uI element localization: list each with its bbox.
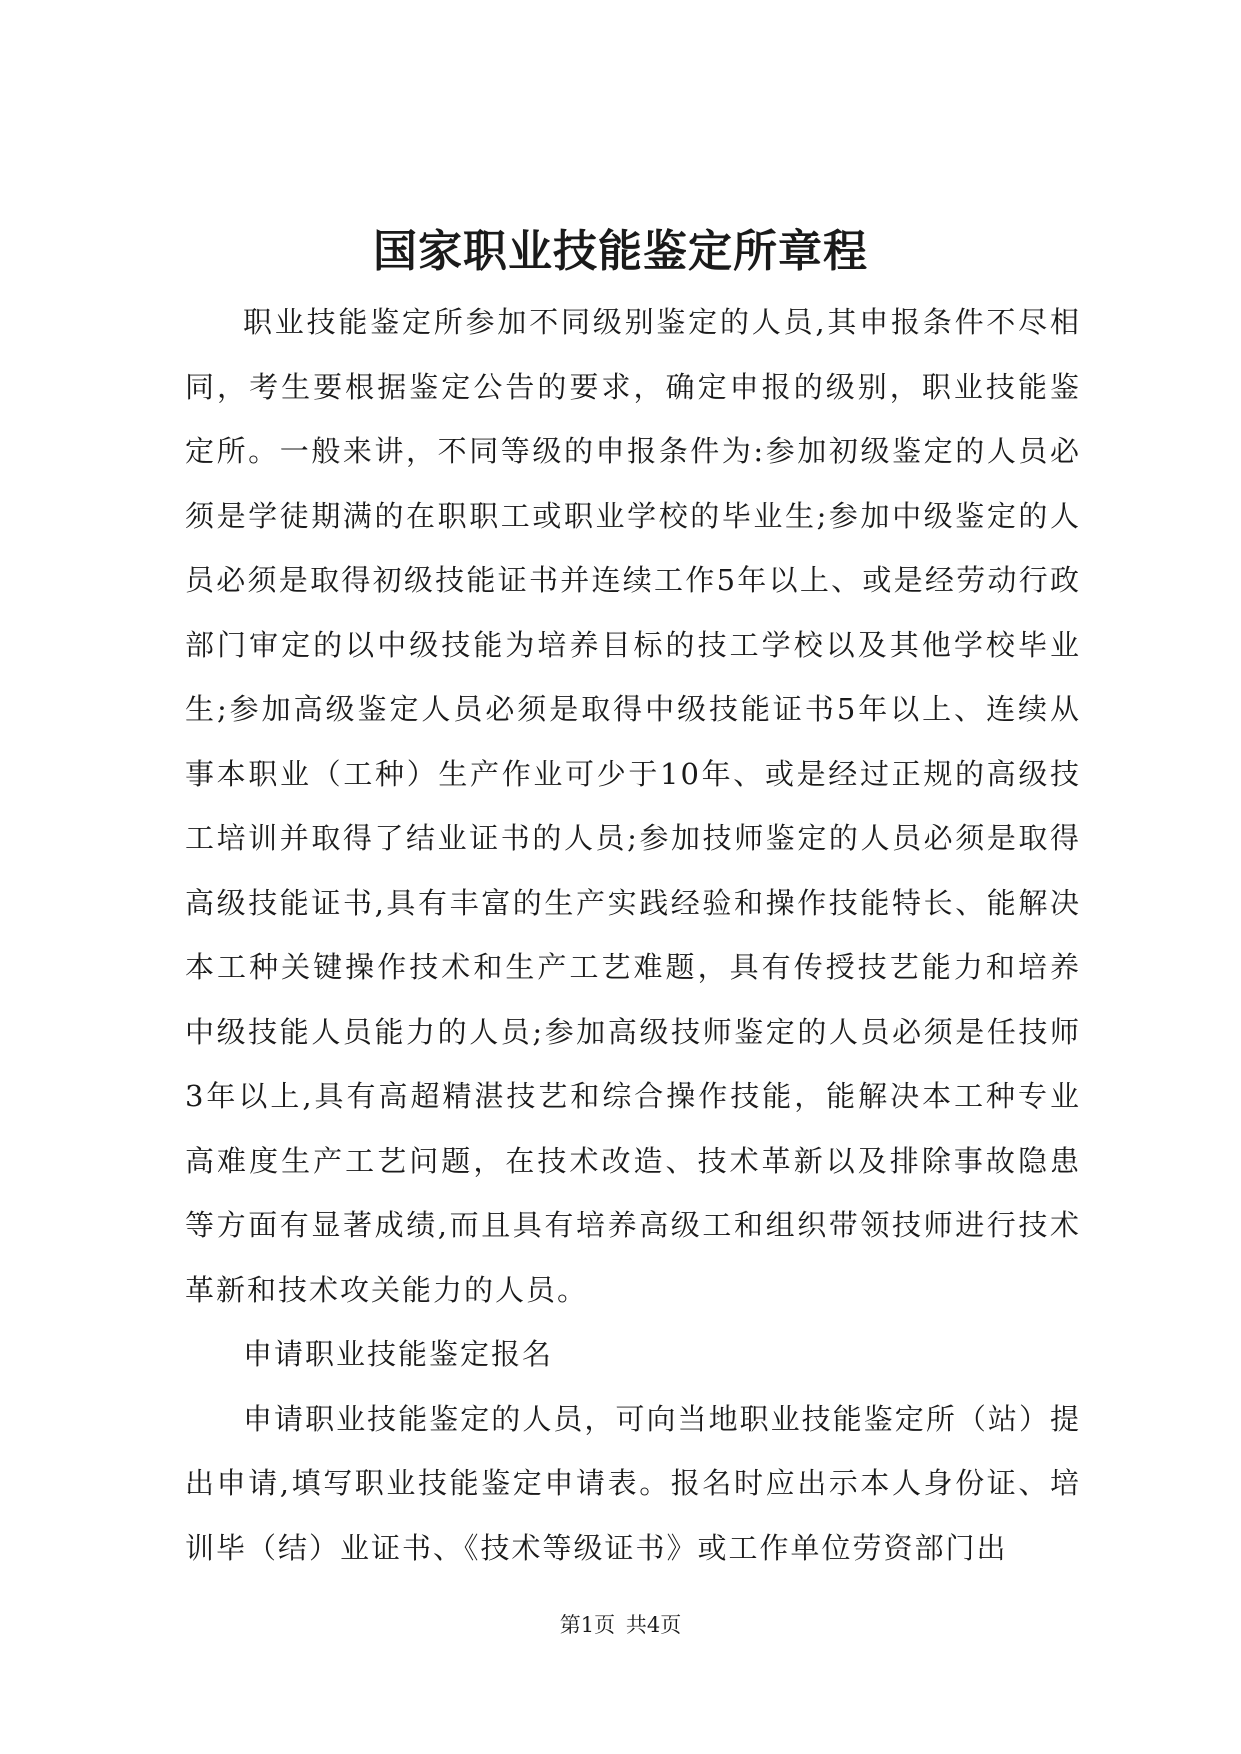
page-total: 共4页 [625,1613,682,1637]
document-title: 国家职业技能鉴定所章程 [373,226,868,277]
page-footer [0,1610,1241,1640]
paragraph-section-heading: 申请职业技能鉴定报名 [243,1337,554,1371]
document-body [185,290,1081,1580]
paragraph-registration: 申请职业技能鉴定的人员，可向当地职业技能鉴定所（站）提出申请,填写职业技能鉴定申请表。报名时应出示本人身份证、培训毕（结）业证书、《技术等级证书》或工作单位劳资部门出 [185,1401,1081,1565]
page-number: 第1页 [559,1613,616,1637]
paragraph-application-conditions: 职业技能鉴定所参加不同级别鉴定的人员,其申报条件不尽相同，考生要根据鉴定公告的要求，确定申报的级别，职业技能鉴定所。一般来讲，不同等级的申报条件为:参加初级鉴定的人员必须是学徒期满的在职职工或职业学校的毕业生;参加中级鉴定的人员必须是取得初级技能证书并连续工作5年以上、或是经劳动行政部门审定的以中级技能为培养目标的技工学校以及其他学校毕业生;参加高级鉴定人员必须是取得中级技能证书5年以上、连续从事本职业（工种）生产作业可少于10年、或是经过正规的高级技工培训并取得了结业证书的人员;参加技师鉴定的人员必须是取得高级技能证书,具有丰富的生产实践经验和操作技能特长、能解决本工种关键操作技术和生产工艺难题，具有传授技艺能力和培养中级技能人员能力的人员;参加高级技师鉴定的人员必须是任技师3年以上,具有高超精湛技艺和综合操作技能，能解决本工种专业高难度生产工艺问题，在技术改造、技术革新以及排除事故隐患等方面有显著成绩,而且具有培养高级工和组织带领技师进行技术革新和技术攻关能力的人员。 [185,305,1081,1307]
